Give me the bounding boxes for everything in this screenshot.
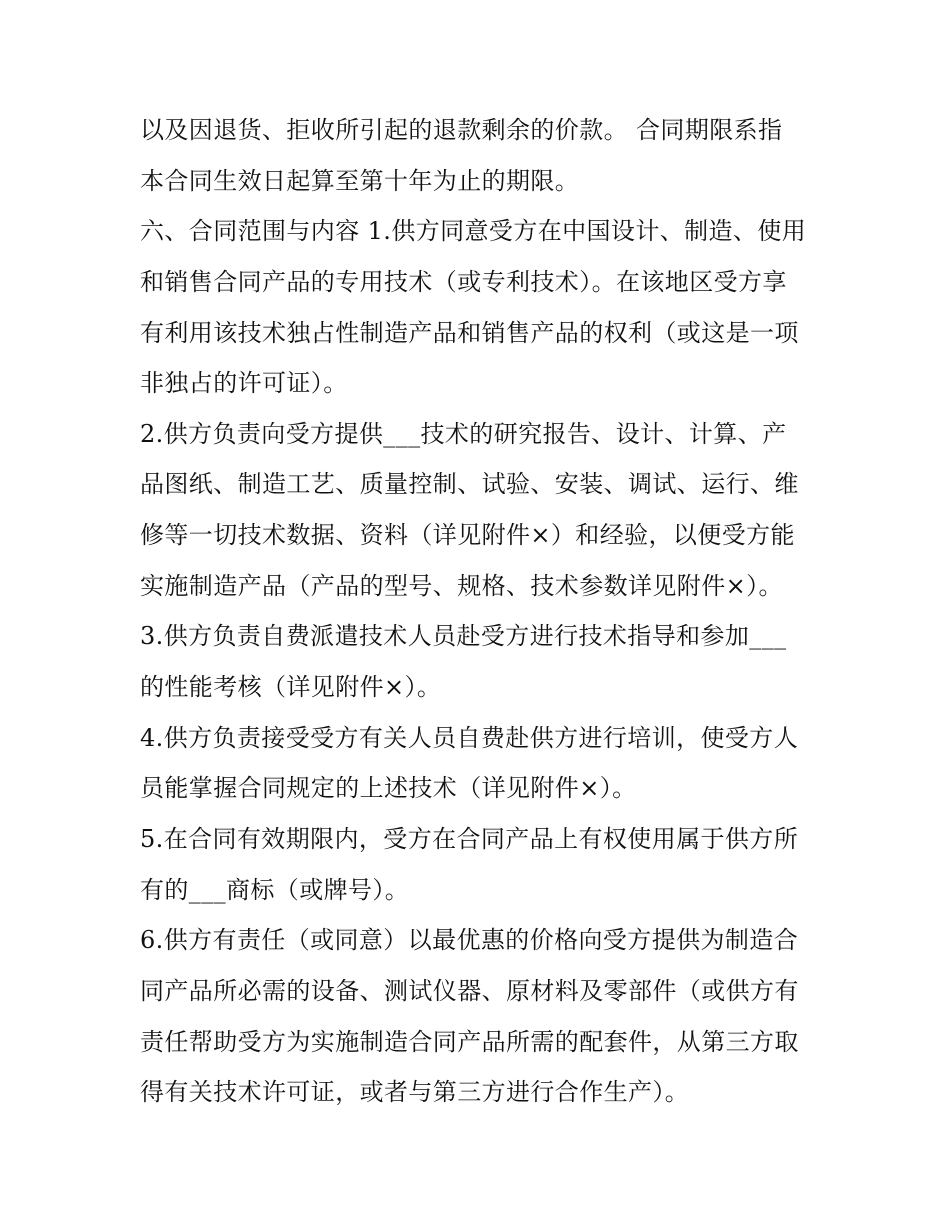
- text-line: 有利用该技术独占性制造产品和销售产品的权利（或这是一项: [140, 318, 799, 347]
- text-line: 5.在合同有效期限内，受方在合同产品上有权使用属于供方所: [140, 824, 799, 853]
- text-line: 责任帮助受方为实施制造合同产品所需的配套件，从第三方取: [140, 1027, 799, 1056]
- text-line: 以及因退货、拒收所引起的退款剩余的价款。 合同期限系指: [140, 116, 783, 144]
- text-line: 非独占的许可证）。: [140, 369, 348, 398]
- text-line: 4.供方负责接受受方有关人员自费赴供方进行培训，使受方人: [140, 723, 799, 752]
- text-line: 有的___商标（或牌号）。: [140, 875, 410, 904]
- text-line: 本合同生效日起算至第十年为止的期限。: [140, 166, 580, 195]
- text-line: 6.供方有责任（或同意）以最优惠的价格向受方提供为制造合: [140, 926, 799, 955]
- text-line: 实施制造产品（产品的型号、规格、技术参数详见附件×）。: [140, 571, 783, 600]
- document-body: [140, 107, 815, 1120]
- text-line: 品图纸、制造工艺、质量控制、试验、安装、调试、运行、维: [140, 470, 799, 499]
- text-line: 3.供方负责自费派遣技术人员赴受方进行技术指导和参加___: [140, 622, 787, 651]
- text-line: 六、合同范围与内容 1.供方同意受方在中国设计、制造、使用: [140, 217, 807, 246]
- text-line: 的性能考核（详见附件×）。: [140, 673, 442, 702]
- text-line: 员能掌握合同规定的上述技术（详见附件×）。: [140, 774, 637, 803]
- text-line: 和销售合同产品的专用技术（或专利技术）。在该地区受方享: [140, 267, 787, 296]
- text-line: 修等一切技术数据、资料（详见附件×）和经验，以便受方能: [140, 521, 795, 550]
- text-line: 得有关技术许可证，或者与第三方进行合作生产）。: [140, 1078, 690, 1107]
- text-line: 2.供方负责向受方提供___技术的研究报告、设计、计算、产: [140, 419, 787, 448]
- text-line: 同产品所必需的设备、测试仪器、原材料及零部件（或供方有: [140, 976, 799, 1005]
